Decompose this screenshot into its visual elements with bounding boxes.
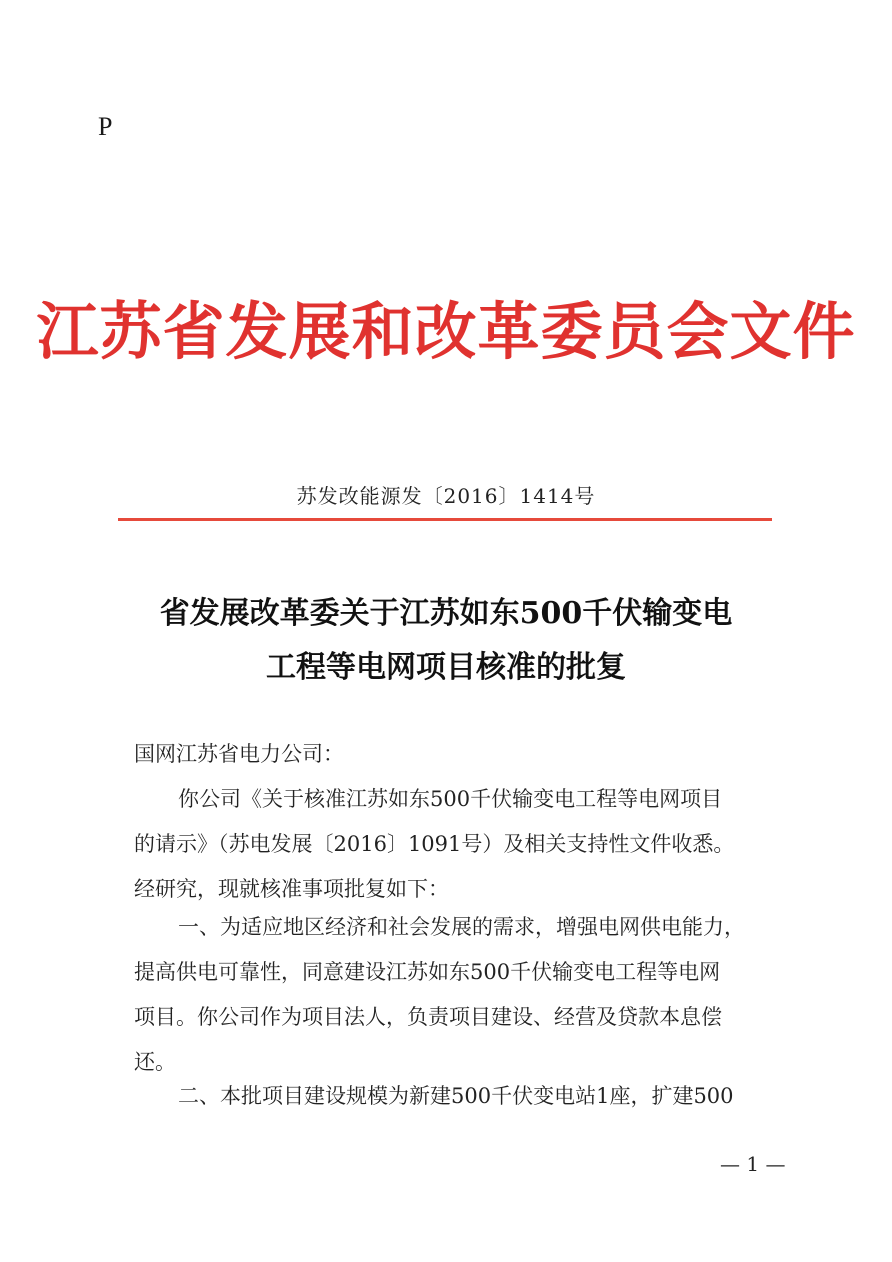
paragraph-line: 项目。你公司作为项目法人，负责项目建设、经营及贷款本息偿	[134, 1005, 722, 1029]
salutation	[134, 732, 814, 777]
document-number: 苏发改能源发〔2016〕1414号	[296, 484, 596, 508]
paragraph-1	[134, 777, 814, 912]
paragraph-line: 提高供电可靠性，同意建设江苏如东500千伏输变电工程等电网	[134, 960, 721, 984]
paragraph-2	[134, 905, 814, 1085]
page-number: — 1 —	[720, 1152, 786, 1176]
paragraph-line: 一、为适应地区经济和社会发展的需求，增强电网供电能力，	[178, 915, 745, 939]
paragraph-line: 的请示》（苏电发展〔2016〕1091号）及相关支持性文件收悉。	[134, 832, 735, 856]
paragraph-line: 二、本批项目建设规模为新建500千伏变电站1座，扩建500	[178, 1084, 734, 1108]
paragraph-line: 还。	[134, 1050, 176, 1074]
document-title-line-1: 省发展改革委关于江苏如东500千伏输变电	[159, 596, 733, 631]
paragraph-line: 经研究，现就核准事项批复如下：	[134, 877, 449, 901]
red-divider-line	[118, 518, 772, 521]
paragraph-line: 你公司《关于核准江苏如东500千伏输变电工程等电网项目	[178, 787, 723, 811]
issuer-header: 江苏省发展和改革委员会文件	[36, 295, 856, 368]
corner-mark: P	[98, 112, 113, 141]
document-title-line-2: 工程等电网项目核准的批复	[266, 650, 626, 685]
paragraph-3	[134, 1074, 814, 1119]
salutation-text: 国网江苏省电力公司：	[134, 742, 344, 766]
